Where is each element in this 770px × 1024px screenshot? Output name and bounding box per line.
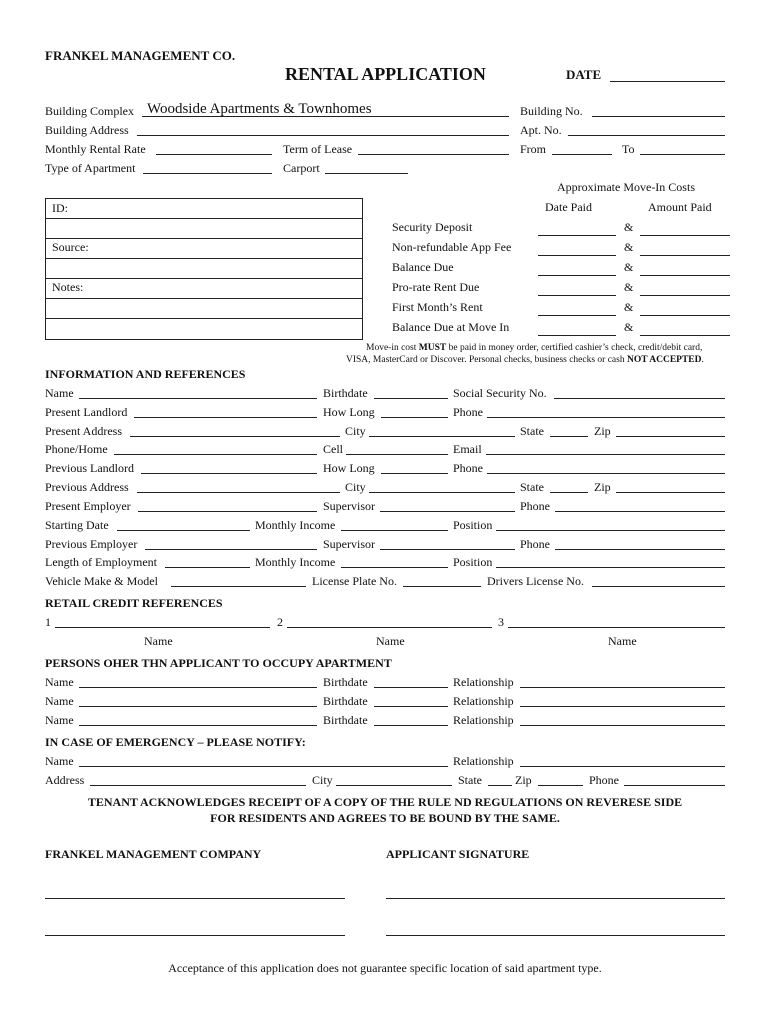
birthdate-label: Birthdate bbox=[323, 675, 368, 689]
zip-label: Zip bbox=[515, 773, 532, 787]
balance-movein-date[interactable] bbox=[538, 323, 616, 336]
phone-label: Phone bbox=[520, 499, 550, 513]
applicant-name-field[interactable] bbox=[79, 386, 317, 399]
credit-ref-2-number: 2 bbox=[277, 615, 283, 629]
occupant-1-relationship-field[interactable] bbox=[520, 675, 725, 688]
building-address-label: Building Address bbox=[45, 123, 129, 137]
date-field[interactable] bbox=[610, 69, 725, 82]
building-address-field[interactable] bbox=[137, 123, 509, 136]
emergency-zip-field[interactable] bbox=[538, 773, 583, 786]
monthly-rent-field[interactable] bbox=[156, 142, 272, 155]
phone-label: Phone bbox=[453, 461, 483, 475]
credit-heading: RETAIL CREDIT REFERENCES bbox=[45, 596, 223, 610]
address-label: Address bbox=[45, 773, 85, 787]
prorate-rent-label: Pro-rate Rent Due bbox=[392, 280, 480, 294]
relationship-label: Relationship bbox=[453, 713, 514, 727]
state-label: State bbox=[458, 773, 482, 787]
emergency-phone-field[interactable] bbox=[624, 773, 725, 786]
to-label: To bbox=[622, 142, 635, 156]
emergency-relationship-field[interactable] bbox=[520, 754, 725, 767]
how-long-label: How Long bbox=[323, 461, 375, 475]
starting-date-label: Starting Date bbox=[45, 518, 109, 532]
form-title: RENTAL APPLICATION bbox=[285, 64, 486, 84]
prev-position-field[interactable] bbox=[496, 555, 725, 568]
city-label: City bbox=[345, 480, 366, 494]
first-month-rent-amount[interactable] bbox=[640, 303, 730, 316]
app-fee-label: Non-refundable App Fee bbox=[392, 240, 512, 254]
occupant-2-relationship-field[interactable] bbox=[520, 694, 725, 707]
supervisor-label: Supervisor bbox=[323, 499, 375, 513]
name-caption: Name bbox=[144, 634, 173, 648]
credit-ref-1-field[interactable] bbox=[55, 615, 270, 628]
occupant-2-name-field[interactable] bbox=[79, 694, 317, 707]
balance-movein-label: Balance Due at Move In bbox=[392, 320, 510, 334]
zip-label: Zip bbox=[594, 424, 611, 438]
occupant-3-relationship-field[interactable] bbox=[520, 713, 725, 726]
employer-phone-field[interactable] bbox=[555, 499, 725, 512]
previous-landlord-field[interactable] bbox=[141, 461, 317, 474]
balance-movein-amount[interactable] bbox=[640, 323, 730, 336]
name-label: Name bbox=[45, 713, 74, 727]
prev-city-field[interactable] bbox=[369, 480, 515, 493]
emergency-name-field[interactable] bbox=[79, 754, 448, 767]
supervisor-label: Supervisor bbox=[323, 537, 375, 551]
info-heading: INFORMATION AND REFERENCES bbox=[45, 367, 246, 381]
prev-zip-field[interactable] bbox=[616, 480, 725, 493]
applicant-signature-line-2[interactable] bbox=[386, 923, 725, 936]
prev-monthly-income-field[interactable] bbox=[341, 555, 448, 568]
zip-field[interactable] bbox=[616, 424, 725, 437]
how-long-field[interactable] bbox=[381, 405, 448, 418]
email-label: Email bbox=[453, 442, 482, 456]
emergency-heading: IN CASE OF EMERGENCY – PLEASE NOTIFY: bbox=[45, 735, 306, 749]
relationship-label: Relationship bbox=[453, 694, 514, 708]
relationship-label: Relationship bbox=[453, 754, 514, 768]
phone-label: Phone bbox=[520, 537, 550, 551]
present-employer-field[interactable] bbox=[138, 499, 317, 512]
term-of-lease-label: Term of Lease bbox=[283, 142, 353, 156]
monthly-income-label: Monthly Income bbox=[255, 518, 336, 532]
name-label: Name bbox=[45, 754, 74, 768]
from-field[interactable] bbox=[552, 142, 612, 155]
prorate-rent-date[interactable] bbox=[538, 283, 616, 296]
amount-paid-header: Amount Paid bbox=[648, 200, 712, 214]
occupant-1-name-field[interactable] bbox=[79, 675, 317, 688]
present-address-label: Present Address bbox=[45, 424, 122, 438]
length-employment-field[interactable] bbox=[165, 555, 250, 568]
prev-how-long-field[interactable] bbox=[381, 461, 448, 474]
applicant-signature-heading: APPLICANT SIGNATURE bbox=[386, 847, 530, 861]
present-employer-label: Present Employer bbox=[45, 499, 131, 513]
drivers-license-field[interactable] bbox=[592, 574, 725, 587]
monthly-rent-label: Monthly Rental Rate bbox=[45, 142, 146, 156]
monthly-income-label: Monthly Income bbox=[255, 555, 336, 569]
birthdate-label: Birthdate bbox=[323, 694, 368, 708]
emergency-state-field[interactable] bbox=[488, 773, 512, 786]
footer-disclaimer: Acceptance of this application does not guarantee specific location of said apartment type. bbox=[168, 961, 602, 975]
phone-label: Phone bbox=[589, 773, 619, 787]
prev-state-field[interactable] bbox=[550, 480, 588, 493]
company-signature-line-2[interactable] bbox=[45, 923, 345, 936]
name-caption: Name bbox=[376, 634, 405, 648]
email-field[interactable] bbox=[486, 442, 725, 455]
name-caption: Name bbox=[608, 634, 637, 648]
occupants-heading: PERSONS OHER THN APPLICANT TO OCCUPY APARTMENT bbox=[45, 656, 392, 670]
acknowledge-line1: TENANT ACKNOWLEDGES RECEIPT OF A COPY OF THE RULE ND REGULATIONS ON REVERESE SIDE bbox=[87, 795, 683, 809]
how-long-label: How Long bbox=[323, 405, 375, 419]
previous-employer-label: Previous Employer bbox=[45, 537, 138, 551]
date-paid-header: Date Paid bbox=[545, 200, 592, 214]
position-field[interactable] bbox=[496, 518, 725, 531]
amp-sign: & bbox=[624, 300, 634, 314]
phone-home-field[interactable] bbox=[114, 442, 317, 455]
credit-ref-2-field[interactable] bbox=[287, 615, 492, 628]
vehicle-label: Vehicle Make & Model bbox=[45, 574, 158, 588]
credit-ref-3-number: 3 bbox=[498, 615, 504, 629]
date-label: DATE bbox=[566, 67, 602, 82]
length-employment-label: Length of Employment bbox=[45, 555, 157, 569]
occupant-3-name-field[interactable] bbox=[79, 713, 317, 726]
movein-note-line1: Move-in cost MUST be paid in money order, certified cashier’s check, credit/debit card, bbox=[366, 343, 703, 353]
state-field[interactable] bbox=[550, 424, 588, 437]
birthdate-field[interactable] bbox=[374, 386, 448, 399]
amp-sign: & bbox=[624, 320, 634, 334]
amp-sign: & bbox=[624, 240, 634, 254]
from-label: From bbox=[520, 142, 547, 156]
balance-due-amount[interactable] bbox=[640, 263, 730, 276]
building-complex-value: Woodside Apartments & Townhomes bbox=[147, 101, 372, 117]
security-deposit-date[interactable] bbox=[538, 223, 616, 236]
landlord-phone-field[interactable] bbox=[487, 405, 725, 418]
security-deposit-label: Security Deposit bbox=[392, 220, 473, 234]
present-landlord-field[interactable] bbox=[134, 405, 317, 418]
prev-employer-phone-field[interactable] bbox=[555, 537, 725, 550]
amp-sign: & bbox=[624, 260, 634, 274]
zip-label: Zip bbox=[594, 480, 611, 494]
relationship-label: Relationship bbox=[453, 675, 514, 689]
office-use-box bbox=[45, 198, 363, 340]
notes-label: Notes: bbox=[52, 280, 84, 294]
state-label: State bbox=[520, 424, 544, 438]
present-address-field[interactable] bbox=[130, 424, 340, 437]
movein-note-line2: VISA, MasterCard or Discover. Personal checks, business checks or cash NOT ACCEPTED. bbox=[346, 355, 704, 365]
balance-due-label: Balance Due bbox=[392, 260, 454, 274]
birthdate-label: Birthdate bbox=[323, 386, 368, 400]
company-signature-line-1[interactable] bbox=[45, 886, 345, 899]
occupant-2-birthdate-field[interactable] bbox=[374, 694, 448, 707]
apt-no-field[interactable] bbox=[568, 123, 725, 136]
cell-label: Cell bbox=[323, 442, 343, 456]
previous-employer-field[interactable] bbox=[145, 537, 317, 550]
license-plate-label: License Plate No. bbox=[312, 574, 397, 588]
city-field[interactable] bbox=[369, 424, 515, 437]
city-label: City bbox=[312, 773, 333, 787]
app-fee-amount[interactable] bbox=[640, 243, 730, 256]
ssn-label: Social Security No. bbox=[453, 386, 547, 400]
previous-landlord-label: Previous Landlord bbox=[45, 461, 134, 475]
phone-label: Phone bbox=[453, 405, 483, 419]
credit-ref-1-number: 1 bbox=[45, 615, 51, 629]
birthdate-label: Birthdate bbox=[323, 713, 368, 727]
movein-title: Approximate Move-In Costs bbox=[557, 180, 695, 194]
amp-sign: & bbox=[624, 280, 634, 294]
occupant-1-birthdate-field[interactable] bbox=[374, 675, 448, 688]
apt-no-label: Apt. No. bbox=[520, 123, 562, 137]
supervisor-field[interactable] bbox=[380, 499, 515, 512]
source-label: Source: bbox=[52, 240, 89, 254]
city-label: City bbox=[345, 424, 366, 438]
company-signature-heading: FRANKEL MANAGEMENT COMPANY bbox=[45, 847, 262, 861]
emergency-city-field[interactable] bbox=[336, 773, 452, 786]
apartment-type-field[interactable] bbox=[143, 161, 272, 174]
name-label: Name bbox=[45, 675, 74, 689]
state-label: State bbox=[520, 480, 544, 494]
applicant-signature-line-1[interactable] bbox=[386, 886, 725, 899]
building-no-label: Building No. bbox=[520, 104, 583, 118]
position-label: Position bbox=[453, 555, 493, 569]
occupant-3-birthdate-field[interactable] bbox=[374, 713, 448, 726]
amp-sign: & bbox=[624, 220, 634, 234]
prorate-rent-amount[interactable] bbox=[640, 283, 730, 296]
carport-field[interactable] bbox=[325, 161, 408, 174]
previous-address-label: Previous Address bbox=[45, 480, 129, 494]
name-label: Name bbox=[45, 694, 74, 708]
security-deposit-amount[interactable] bbox=[640, 223, 730, 236]
vehicle-field[interactable] bbox=[171, 574, 306, 587]
building-complex-label: Building Complex bbox=[45, 104, 135, 118]
carport-label: Carport bbox=[283, 161, 320, 175]
ssn-field[interactable] bbox=[554, 386, 725, 399]
license-plate-field[interactable] bbox=[403, 574, 481, 587]
phone-home-label: Phone/Home bbox=[45, 442, 108, 456]
cell-field[interactable] bbox=[346, 442, 448, 455]
prev-supervisor-field[interactable] bbox=[380, 537, 515, 550]
id-label: ID: bbox=[52, 201, 68, 215]
emergency-address-field[interactable] bbox=[90, 773, 306, 786]
monthly-income-field[interactable] bbox=[341, 518, 448, 531]
credit-ref-3-field[interactable] bbox=[508, 615, 725, 628]
building-no-field[interactable] bbox=[592, 104, 725, 117]
prev-landlord-phone-field[interactable] bbox=[487, 461, 725, 474]
first-month-rent-date[interactable] bbox=[538, 303, 616, 316]
app-fee-date[interactable] bbox=[538, 243, 616, 256]
first-month-rent-label: First Month’s Rent bbox=[392, 300, 483, 314]
starting-date-field[interactable] bbox=[117, 518, 250, 531]
balance-due-date[interactable] bbox=[538, 263, 616, 276]
company-name: FRANKEL MANAGEMENT CO. bbox=[45, 48, 236, 63]
present-landlord-label: Present Landlord bbox=[45, 405, 128, 419]
to-field[interactable] bbox=[640, 142, 725, 155]
apartment-type-label: Type of Apartment bbox=[45, 161, 136, 175]
previous-address-field[interactable] bbox=[137, 480, 340, 493]
drivers-license-label: Drivers License No. bbox=[487, 574, 584, 588]
name-label: Name bbox=[45, 386, 74, 400]
acknowledge-line2: FOR RESIDENTS AND AGREES TO BE BOUND BY THE SAME. bbox=[210, 811, 560, 825]
position-label: Position bbox=[453, 518, 493, 532]
term-of-lease-field[interactable] bbox=[358, 142, 509, 155]
